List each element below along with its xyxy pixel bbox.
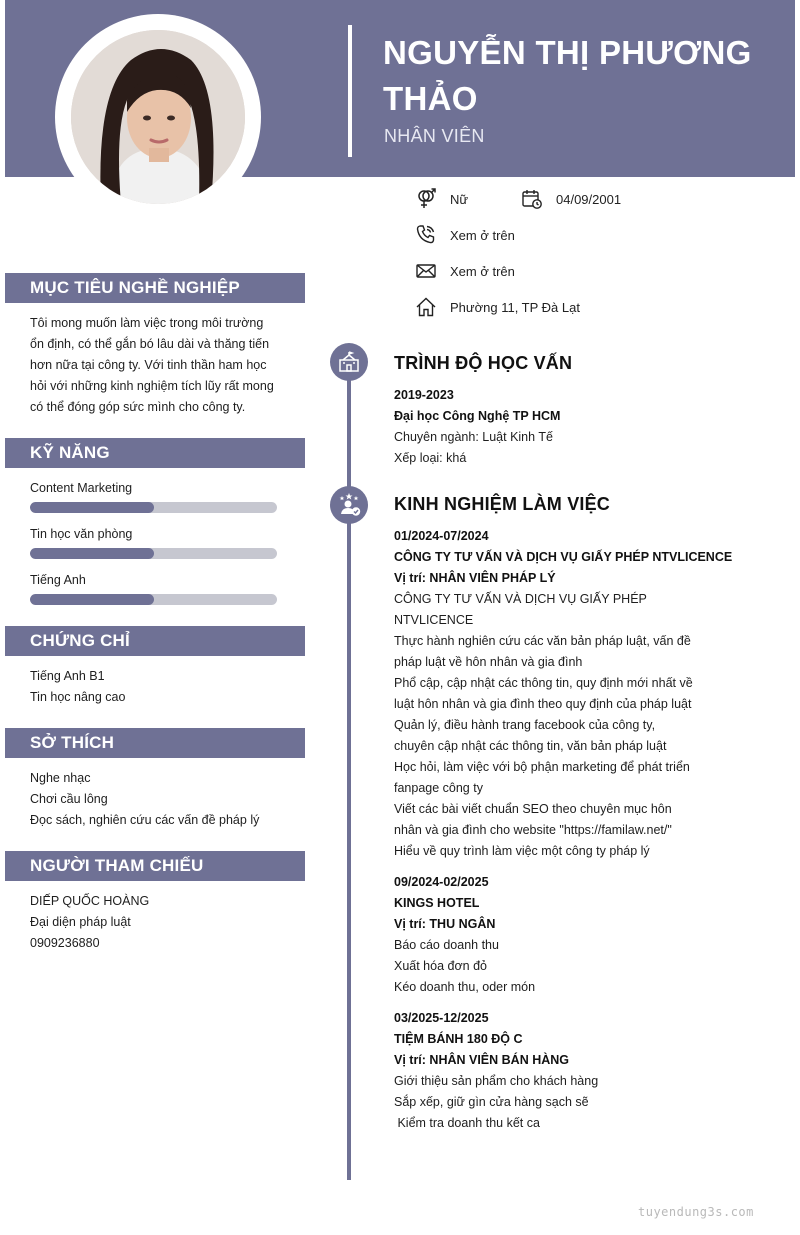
job-period: 03/2025-12/2025	[394, 1011, 489, 1025]
avatar	[71, 30, 245, 204]
job-detail: pháp luật về hôn nhân và gia đình	[394, 655, 583, 669]
education-block	[394, 385, 734, 469]
job-company: CÔNG TY TƯ VẤN VÀ DỊCH VỤ GIẤY PHÉP NTVLICENCE	[394, 550, 733, 564]
job-detail: chuyên cập nhật các thông tin, văn bản pháp luật	[394, 739, 667, 753]
certificates-list	[30, 666, 295, 708]
reference-phone: 0909236880	[30, 936, 100, 950]
skill-bar	[30, 502, 277, 513]
skill-bar-fill	[30, 548, 154, 559]
certificates-heading: CHỨNG CHỈ	[5, 626, 305, 656]
phone-icon	[414, 224, 438, 246]
hobbies-list	[30, 768, 295, 831]
home-icon	[414, 296, 438, 318]
timeline-line	[347, 358, 351, 1180]
job-detail: Viết các bài viết chuẩn SEO theo chuyên mục hôn	[394, 802, 672, 816]
phone-row	[414, 224, 515, 246]
candidate-position: NHÂN VIÊN	[384, 126, 485, 146]
job-detail: Hiểu về quy trình làm việc một công ty pháp lý	[394, 844, 650, 858]
job-detail: Học hỏi, làm việc với bộ phận marketing để phát triển	[394, 760, 690, 774]
job-detail: Sắp xếp, giữ gìn cửa hàng sạch sẽ	[394, 1095, 589, 1109]
hobbies-heading: SỞ THÍCH	[5, 728, 305, 758]
references-heading: NGƯỜI THAM CHIẾU	[5, 851, 305, 881]
birthdate-value: 04/09/2001	[556, 191, 622, 207]
phone-value: Xem ở trên	[450, 227, 515, 243]
education-major: Chuyên ngành: Luật Kinh Tế	[394, 430, 553, 444]
job-period: 01/2024-07/2024	[394, 529, 489, 543]
job-detail: Báo cáo doanh thu	[394, 938, 499, 952]
hobby-item: Đọc sách, nghiên cứu các vấn đề pháp lý	[30, 813, 260, 827]
experience-heading: KINH NGHIỆM LÀM VIỆC	[394, 494, 611, 514]
skill-label: Content Marketing	[30, 481, 133, 495]
calendar-icon	[520, 188, 544, 210]
job-detail: Thực hành nghiên cứu các văn bản pháp luật, vấn đề	[394, 634, 691, 648]
job-detail: CÔNG TY TƯ VẤN VÀ DỊCH VỤ GIẤY PHÉP	[394, 592, 647, 606]
hobby-item: Nghe nhạc	[30, 771, 91, 785]
job-entry	[394, 1008, 734, 1134]
job-detail: Kiểm tra doanh thu kết ca	[394, 1116, 540, 1130]
job-role: Vị trí: NHÂN VIÊN BÁN HÀNG	[394, 1053, 570, 1067]
job-detail: Quản lý, điều hành trang facebook của công ty,	[394, 718, 656, 732]
job-entry	[394, 526, 734, 862]
job-detail: nhân và gia đình cho website "https://familaw.net/"	[394, 823, 672, 837]
job-role: Vị trí: NHÂN VIÊN PHÁP LÝ	[394, 571, 556, 585]
email-value: Xem ở trên	[450, 263, 515, 279]
objective-line: có thể đóng góp sức mình cho công ty.	[30, 400, 246, 414]
objective-line: Tôi mong muốn làm việc trong môi trường	[30, 316, 264, 330]
address-row	[414, 296, 580, 318]
certificate-item: Tiếng Anh B1	[30, 669, 105, 683]
references-list	[30, 891, 295, 954]
email-icon	[414, 260, 438, 282]
team-star-icon	[330, 486, 368, 524]
hobby-item: Chơi cầu lông	[30, 792, 108, 806]
address-value: Phường 11, TP Đà Lạt	[450, 299, 580, 315]
email-row	[414, 260, 515, 282]
reference-title: Đại diện pháp luật	[30, 915, 131, 929]
gender-value: Nữ	[450, 191, 469, 207]
gender-icon	[414, 188, 438, 210]
gender-row	[414, 188, 468, 210]
objective-line: ổn định, có thể gắn bó lâu dài và thăng tiến	[30, 337, 270, 351]
reference-name: DIẾP QUỐC HOÀNG	[30, 894, 150, 908]
job-detail: Kéo doanh thu, oder món	[394, 980, 536, 994]
objective-text	[30, 313, 295, 418]
skill-bar-fill	[30, 502, 154, 513]
education-grade: Xếp loại: khá	[394, 451, 467, 465]
skill-label: Tin học văn phòng	[30, 527, 133, 541]
job-detail: Phổ cập, cập nhật các thông tin, quy định mới nhất về	[394, 676, 693, 690]
objective-line: hơn nữa tại công ty. Với tinh thần ham học	[30, 358, 267, 372]
candidate-name: NGUYỄN THỊ PHƯƠNG THẢO	[383, 34, 752, 117]
birthdate-row	[520, 188, 621, 210]
skill-label: Tiếng Anh	[30, 573, 86, 587]
education-school: Đại học Công Nghệ TP HCM	[394, 409, 561, 423]
header-divider	[348, 25, 352, 157]
objective-line: hỏi với những kinh nghiệm tích lũy rất mong	[30, 379, 274, 393]
watermark: tuyendung3s.com	[638, 1205, 754, 1219]
job-period: 09/2024-02/2025	[394, 875, 489, 889]
skill-bar	[30, 594, 277, 605]
job-entry	[394, 872, 734, 998]
job-detail: NTVLICENCE	[394, 613, 474, 627]
job-company: TIỆM BÁNH 180 ĐỘ C	[394, 1032, 523, 1046]
job-detail: Xuất hóa đơn đỏ	[394, 959, 487, 973]
certificate-item: Tin học nâng cao	[30, 690, 126, 704]
education-period: 2019-2023	[394, 388, 454, 402]
job-company: KINGS HOTEL	[394, 896, 480, 910]
objective-heading: MỤC TIÊU NGHỀ NGHIỆP	[5, 273, 305, 303]
education-heading: TRÌNH ĐỘ HỌC VẤN	[394, 353, 573, 373]
job-detail: luật hôn nhân và gia đình theo quy định của pháp luật	[394, 697, 692, 711]
job-detail: fanpage công ty	[394, 781, 483, 795]
school-icon	[330, 343, 368, 381]
job-role: Vị trí: THU NGÂN	[394, 917, 496, 931]
job-detail: Giới thiệu sản phẩm cho khách hàng	[394, 1074, 599, 1088]
skills-heading: KỸ NĂNG	[5, 438, 305, 468]
skill-bar-fill	[30, 594, 154, 605]
skill-bar	[30, 548, 277, 559]
